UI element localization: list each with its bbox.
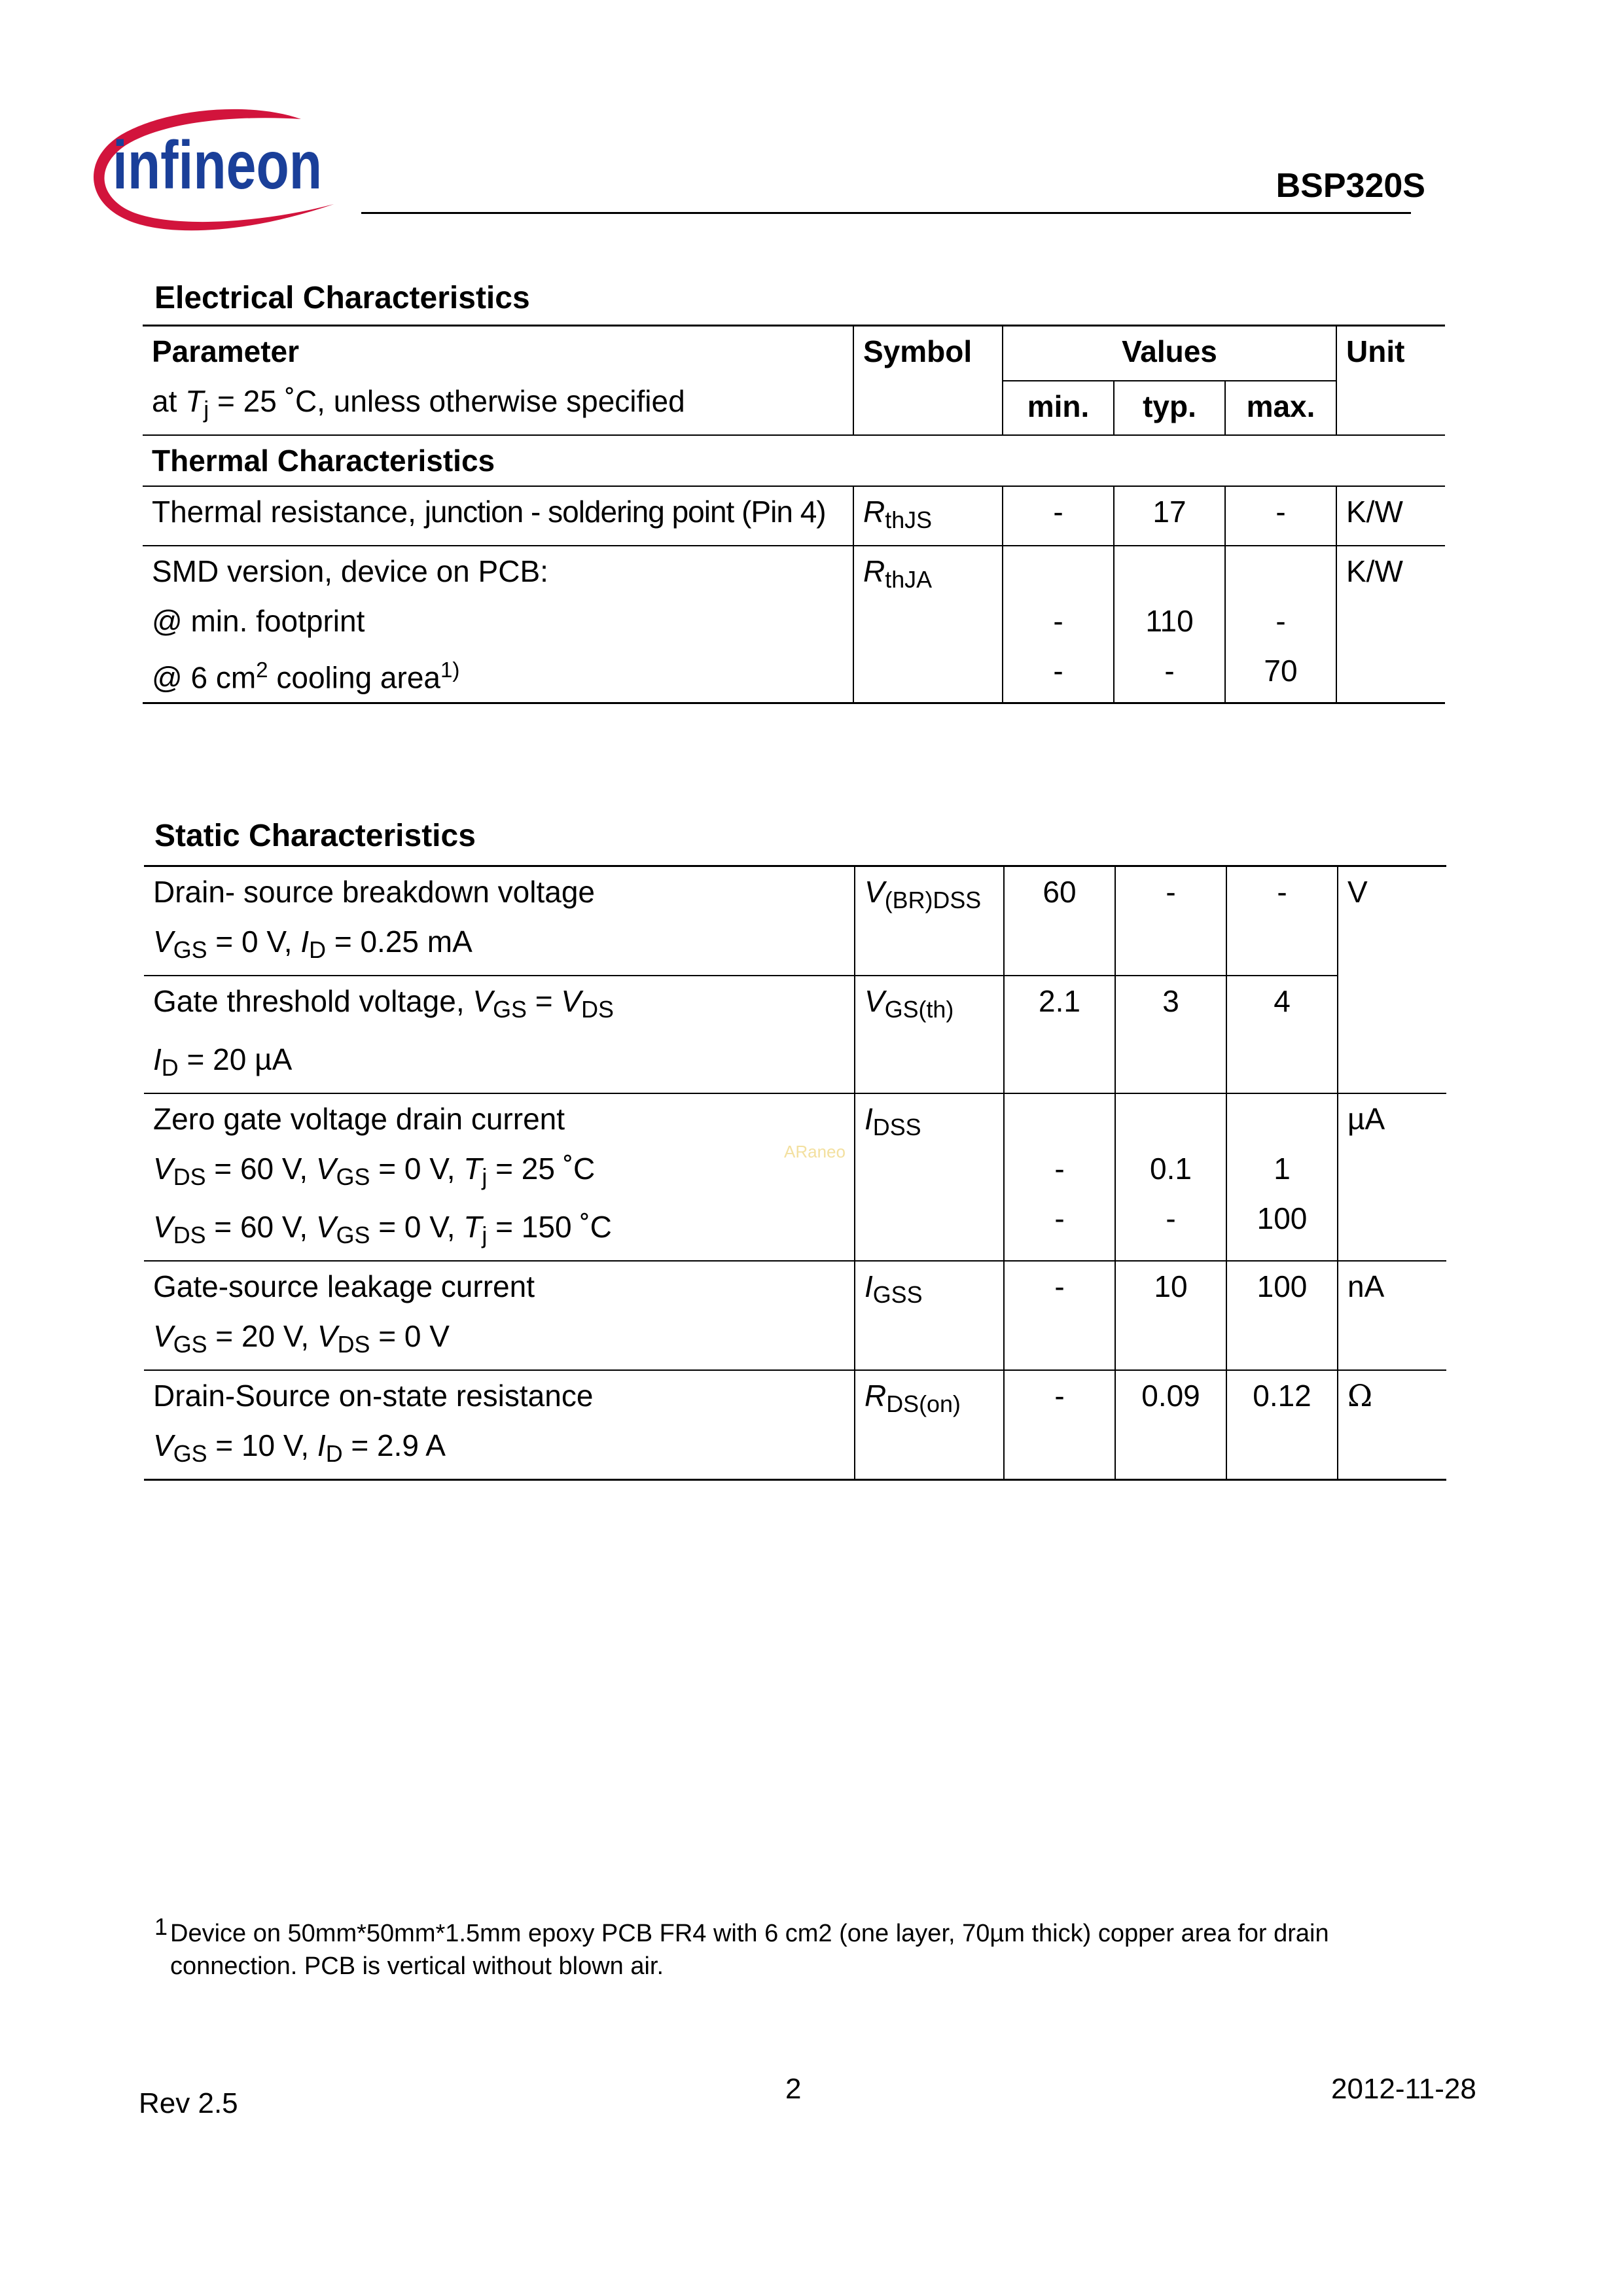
typ-value: - (1115, 866, 1226, 976)
header-parameter: Parameter (152, 334, 300, 368)
header-symbol: Symbol (853, 326, 1003, 435)
symbol-cell: $V_{(BR)DSS}$ (855, 866, 1004, 976)
table-row (144, 1370, 1446, 1479)
table-row (144, 1261, 1446, 1370)
electrical-section-title: Electrical Characteristics (154, 281, 530, 315)
min-value: 60 (1004, 866, 1115, 976)
footer-date: 2012-11-28 (1331, 2073, 1476, 2105)
unit-value: K/W (1336, 486, 1445, 546)
min-value: - - (1003, 546, 1114, 703)
max-value: 100 (1226, 1261, 1338, 1370)
header-unit: Unit (1336, 326, 1445, 435)
symbol-cell: $R_{thJA}$ (853, 546, 1003, 703)
typ-value: 110 - (1114, 546, 1225, 703)
footer-revision: Rev 2.5 (139, 2087, 238, 2119)
min-value: - (1004, 1370, 1115, 1479)
table-row (144, 976, 1446, 1093)
header-max: max. (1225, 381, 1336, 435)
symbol-cell: $I_{DSS}$ (855, 1093, 1004, 1261)
unit-value: nA (1338, 1261, 1446, 1370)
symbol-cell: $R_{DS(on)}$ (855, 1370, 1004, 1479)
table-row (144, 866, 1446, 976)
symbol-cell: $V_{GS(th)}$ (855, 976, 1004, 1093)
header-typ: typ. (1114, 381, 1225, 435)
header-values: Values (1003, 326, 1336, 381)
static-table (144, 865, 1446, 1481)
param-label: Drain-Source on-state resistance $V_{GS} = 10$ V, $I_D = 2.9$ A (153, 1378, 594, 1467)
max-value: 0.12 (1226, 1370, 1338, 1479)
max-value: - (1226, 866, 1338, 976)
max-value: - (1225, 486, 1336, 546)
footnote-mark: 1 (154, 1913, 168, 1940)
header-rule (361, 212, 1411, 214)
footnote (154, 1913, 1452, 1983)
table-row (143, 546, 1445, 703)
max-value: 1 100 (1226, 1093, 1338, 1261)
param-label: Drain- source breakdown voltage $V_{GS} = 0$ V, $I_D = 0.25$ mA (153, 875, 596, 963)
min-value: - - (1004, 1093, 1115, 1261)
param-label: Zero gate voltage drain current $V_{DS} = 60$ V, $V_{GS} = 0$ V, $T_j = 25$ ˚C $V_{DS} = 60$ V, $V_{GS} = 0$ V, $T_j = 150$ ˚C (153, 1101, 612, 1248)
min-value: - (1004, 1261, 1115, 1370)
thermal-section-title: Thermal Characteristics (152, 443, 495, 478)
unit-value: V (1338, 866, 1446, 1093)
table-row (144, 1093, 1446, 1261)
param-label: Gate threshold voltage, $V_{GS} = V_{DS}$ $I_D = 20$ µA (153, 983, 614, 1081)
max-value: 4 (1226, 976, 1338, 1093)
min-value: 2.1 (1004, 976, 1115, 1093)
min-value: - (1003, 486, 1114, 546)
max-value: - 70 (1225, 546, 1336, 703)
param-label: Thermal resistance, junction - soldering point (Pin 4) (152, 494, 826, 529)
param-label: Gate-source leakage current $V_{GS} = 20$ V, $V_{DS} = 0$ V (153, 1269, 535, 1358)
static-section-title: Static Characteristics (154, 819, 476, 853)
param-label: SMD version, device on PCB: @ min. footprint @ 6 $cm^2$ cooling area$^{1)}$ (152, 554, 548, 695)
part-number: BSP320S (1275, 167, 1425, 205)
symbol-cell: $I_{GSS}$ (855, 1261, 1004, 1370)
infineon-logo (85, 105, 353, 236)
typ-value: 0.09 (1115, 1370, 1226, 1479)
electrical-table (143, 325, 1445, 704)
logo-wordmark: infineon (113, 128, 322, 203)
unit-value: K/W (1336, 546, 1445, 703)
unit-value: Ω (1338, 1370, 1446, 1479)
header-min: min. (1003, 381, 1114, 435)
header-parameter-cell (143, 326, 853, 435)
unit-value: µA (1338, 1093, 1446, 1261)
symbol-cell: $R_{thJS}$ (853, 486, 1003, 546)
table-row (143, 486, 1445, 546)
typ-value: 0.1 - (1115, 1093, 1226, 1261)
footnote-text: Device on 50mm*50mm*1.5mm epoxy PCB FR4 with 6 cm2 (one layer, 70µm thick) copper area for drain connection. PCB is vertical without blown air. (170, 1920, 1329, 1980)
typ-value: 17 (1114, 486, 1225, 546)
typ-value: 3 (1115, 976, 1226, 1093)
watermark: ARaneo (784, 1142, 846, 1161)
footer-page-number: 2 (785, 2073, 802, 2105)
typ-value: 10 (1115, 1261, 1226, 1370)
header-condition: at $T_j = 25$ ˚C, unless otherwise specified (152, 384, 685, 423)
